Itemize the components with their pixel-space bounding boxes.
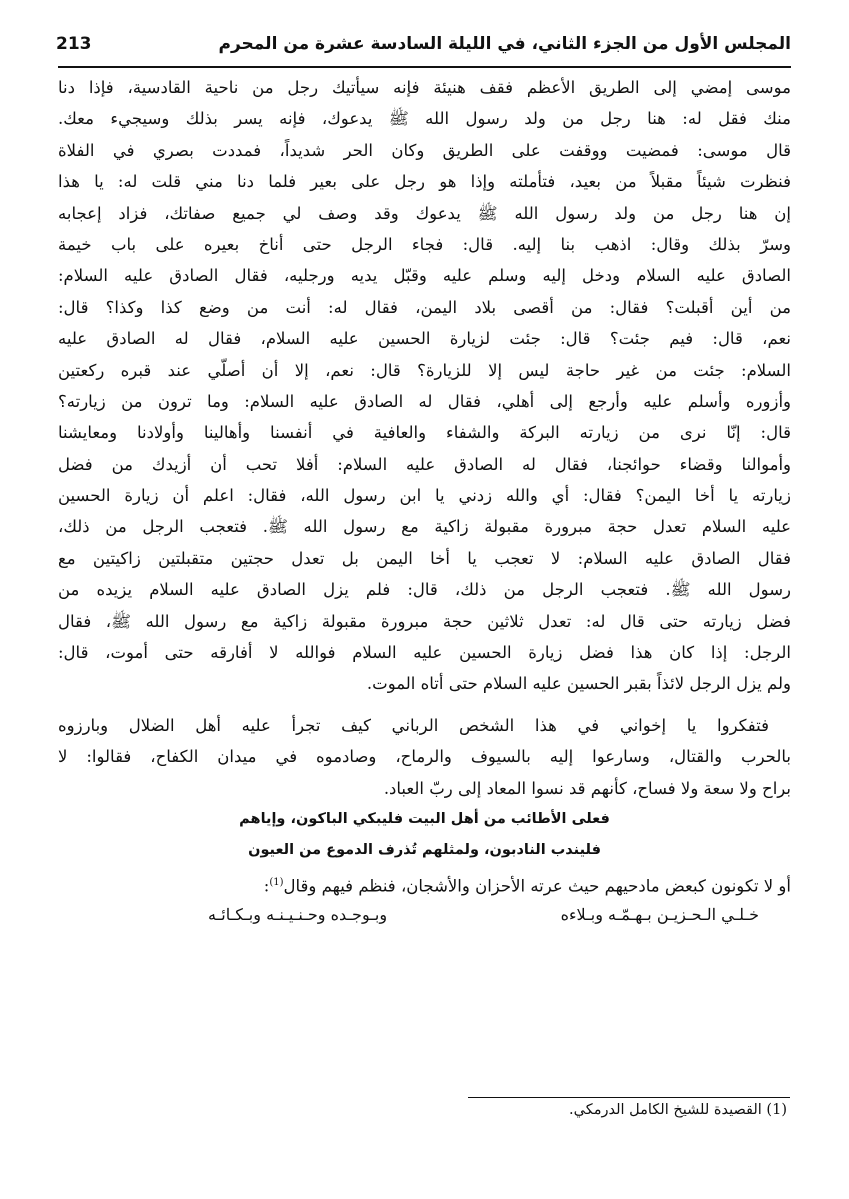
- text-line: فنظرت شيئاً مقبلاً من بعيد، فتأملته وإذا هو رجل على بعير فلما دنا مني قلت له: يا هذا: [58, 172, 791, 192]
- footnote-divider: [468, 1097, 790, 1098]
- page-number: 213: [56, 34, 92, 54]
- paragraph-1: [58, 72, 791, 700]
- text-line: بالحرب والقتال، وسارعوا إليه بالسيوف والرماح، وصادموه في ميدان الكفاح، فقالوا: لا: [58, 747, 791, 767]
- text-line: الصادق عليه السلام ودخل إليه وسلم عليه وقبّل يديه ورجليه، فقال الصادق عليه السلام:: [58, 266, 791, 286]
- verse-line: فعلى الأطائب من أهل البيت فليبكي الباكون، وإياهم: [239, 810, 610, 827]
- text-line: فقال الصادق عليه السلام: لا تعجب يا أخا اليمن بل تعدل حجتين متقبلتين زاكيتين مع: [58, 548, 791, 568]
- poem-right-hemistich: خـلـي الـحـزيـن بـهـمّـه وبـلاءه: [560, 905, 759, 925]
- intro-line: [58, 867, 791, 898]
- paragraph-gap: [58, 700, 791, 710]
- running-title: المجلس الأول من الجزء الثاني، في الليلة السادسة عشرة من المحرم: [218, 34, 791, 54]
- text-line: قال: إنّا نرى من زيارته البركة والشفاء والعافية في أنفسنا وأهالينا وأولادنا ومعايشنا: [58, 423, 791, 443]
- text-line: زيارته يا أخا اليمن؟ فقال: أي والله زدني يا ابن رسول الله، فقال: اعلم أن زيارة الحسين: [58, 486, 791, 506]
- text-line: رسول الله ﷺ. فتعجب الرجل من ذلك، قال: فلم يزل الصادق عليه السلام يزيده من: [58, 580, 791, 600]
- verse-line: فليندب النادبون، ولمثلهم تُذرف الدموع من العيون: [248, 842, 601, 859]
- text-line: فتفكروا يا إخواني في هذا الشخص الرباني كيف تجرأ عليه أهل الضلال وبارزوه: [58, 715, 769, 735]
- intro-text: أو لا تكونون كبعض مادحيهم حيث عرته الأحزان والأشجان، فنظم فيهم وقال: [283, 876, 791, 896]
- main-text: [58, 72, 791, 932]
- text-line: منك فقل له: هنا رجل من ولد رسول الله ﷺ يدعوك، فإنه يسر بذلك وسيجيء معك.: [58, 109, 791, 129]
- footnote-marker: (1): [766, 1102, 787, 1118]
- text-line: موسى إمضي إلى الطريق الأعظم فقف هنيئة فإنه سيأتيك رجل من ناحية القادسية، فإذا دنا: [58, 78, 791, 97]
- text-line: فضل زيارته حتى قال له: تعدل ثلاثين حجة مبرورة مقبولة زاكية مع رسول الله ﷺ، فقال: [58, 611, 791, 631]
- text-line: السلام: جئت من غير حاجة ليس إلا للزيارة؟ قال: نعم، إلا أن أصلّي عند قبره ركعتين: [58, 360, 791, 380]
- footnote-text: القصيدة للشيخ الكامل الدرمكي.: [569, 1102, 762, 1118]
- poem-left-hemistich: وبـوجـده وحـنـيـنـه وبـكـائـه: [208, 905, 388, 925]
- text-line: ولم يزل الرجل لائذاً بقبر الحسين عليه السلام حتى أتاه الموت.: [366, 674, 791, 694]
- text-line: قال موسى: فمضيت ووقفت على الطريق وكان الحر شديداً، فمددت بصري في الفلاة: [58, 140, 791, 160]
- text-line: إن هنا رجل من ولد رسول الله ﷺ يدعوك وقد وصف لي جميع صفاتك، فزاد إعجابه: [58, 203, 791, 223]
- text-line: وسرّ بذلك وقال: اذهب بنا إليه. قال: فجاء الرجل حتى أناخ بعيره على باب خيمة: [58, 234, 791, 254]
- poem-verse: [58, 898, 791, 932]
- text-line: وأموالنا وقضاء حوائجنا، فقال له الصادق عليه السلام: أفلا تحب أن أزيدك من فضل: [58, 454, 791, 474]
- footnote: [569, 1102, 787, 1118]
- text-line: عليه السلام تعدل حجة مبرورة مقبولة زاكية مع رسول الله ﷺ. فتعجب الرجل من ذلك،: [58, 517, 791, 537]
- intro-ending: :: [263, 876, 270, 896]
- header-divider: [58, 66, 791, 68]
- page-header: [56, 28, 791, 62]
- text-line: وأزوره وأسلم عليه وأرجع إلى أهلي، فقال له الصادق عليه السلام: وما ترون من زيارته؟: [58, 391, 791, 411]
- text-line: من أين أقبلت؟ فقال: من أقصى بلاد اليمن، فقال له: أنت من وضع كذا وكذا؟ قال:: [58, 297, 791, 317]
- paragraph-2: [58, 710, 791, 804]
- footnote-ref: (1): [269, 876, 284, 888]
- text-line: نعم، قال: فيم جئت؟ قال: جئت لزيارة الحسين عليه السلام، فقال له الصادق عليه: [58, 329, 791, 349]
- text-line: براح ولا سعة ولا فساح، كأنهم قد نسوا المعاد إلى ربّ العباد.: [383, 778, 791, 798]
- text-line: الرجل: إذا كان هذا فضل زيارة الحسين عليه السلام فوالله لا أفارقه حتى أموت، قال:: [58, 643, 791, 663]
